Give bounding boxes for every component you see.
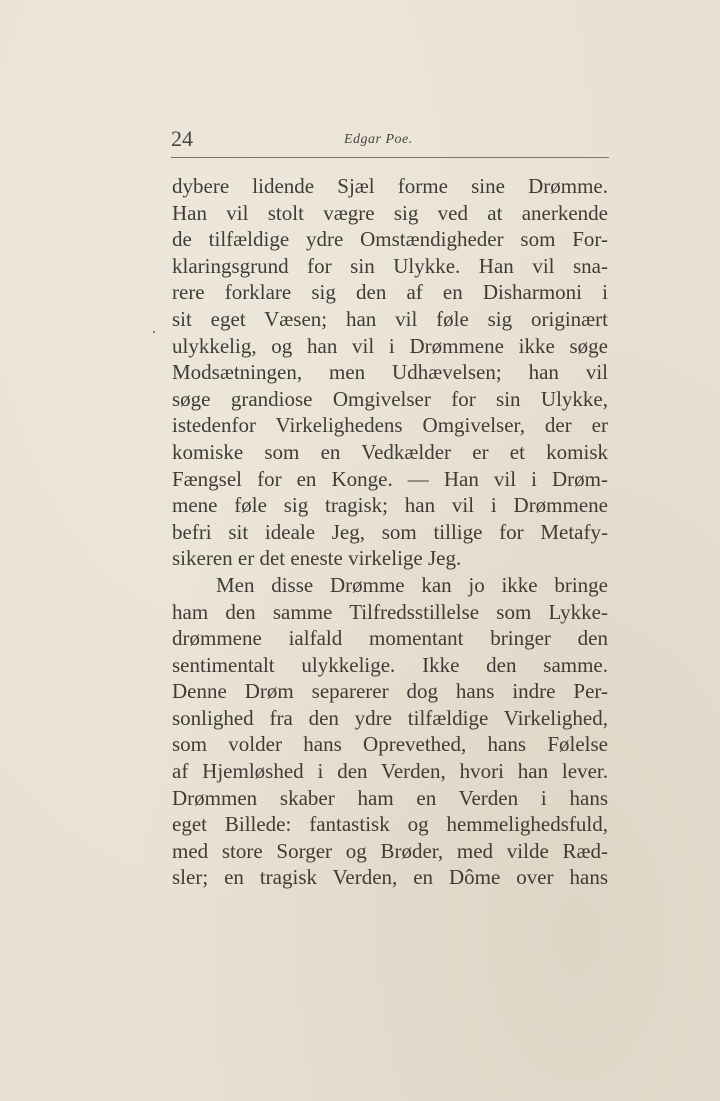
text-line-20: Denne Drøm separerer dog hans indre Per-: [172, 679, 608, 704]
text-line-1: dybere lidende Sjæl forme sine Drømme.: [172, 174, 608, 198]
text-line-3: de tilfældige ydre Omstændigheder som For-: [172, 227, 608, 252]
text-line-8: Modsætningen, men Udhævelsen; han vil: [172, 360, 608, 385]
text-line-18: drømmene ialfald momentant bringer den: [172, 626, 608, 651]
text-line-4: klaringsgrund for sin Ulykke. Han vil sna-: [172, 253, 608, 278]
text-line-26: med store Sorger og Brøder, med vilde Ræd-: [172, 838, 608, 863]
header-rule: [171, 157, 609, 158]
text-line-14: befri sit ideale Jeg, som tillige for Metafy-: [172, 519, 608, 544]
text-line-15: sikeren er det eneste virkelige Jeg.: [172, 546, 462, 571]
text-line-16: Men disse Drømme kan jo ikke bringe: [216, 572, 608, 597]
page-number: 24: [171, 126, 193, 151]
text-line-7: ulykkelig, og han vil i Drømmene ikke søge: [172, 333, 608, 358]
running-title: Edgar Poe.: [344, 132, 413, 147]
text-line-5: rere forklare sig den af en Disharmoni i: [172, 280, 608, 305]
text-line-9: søge grandiose Omgivelser for sin Ulykke,: [172, 386, 608, 411]
text-line-27: sler; en tragisk Verden, en Dôme over hans: [172, 865, 608, 890]
text-line-23: af Hjemløshed i den Verden, hvori han lever.: [172, 759, 608, 784]
text-line-2: Han vil stolt vægre sig ved at anerkende: [172, 200, 608, 225]
text-line-17: ham den samme Tilfredsstillelse som Lykke-: [172, 599, 608, 624]
body-text: [172, 173, 608, 891]
text-line-10: istedenfor Virkelighedens Omgivelser, der er: [172, 413, 608, 438]
text-line-12: Fængsel for en Konge. — Han vil i Drøm-: [172, 466, 608, 491]
text-line-13: mene føle sig tragisk; han vil i Drømmene: [172, 493, 608, 518]
page-header: [171, 126, 609, 158]
text-line-19: sentimentalt ulykkelige. Ikke den samme.: [172, 652, 608, 677]
text-line-6: sit eget Væsen; han vil føle sig originært: [172, 306, 608, 331]
text-line-11: komiske som en Vedkælder er et komisk: [172, 439, 608, 464]
text-line-25: eget Billede: fantastisk og hemmelighedsfuld,: [172, 812, 608, 837]
text-line-22: som volder hans Oprevethed, hans Følelse: [172, 732, 608, 757]
text-line-24: Drømmen skaber ham en Verden i hans: [172, 785, 608, 810]
text-line-21: sonlighed fra den ydre tilfældige Virkelighed,: [172, 705, 608, 730]
paper-speck: [153, 331, 155, 333]
